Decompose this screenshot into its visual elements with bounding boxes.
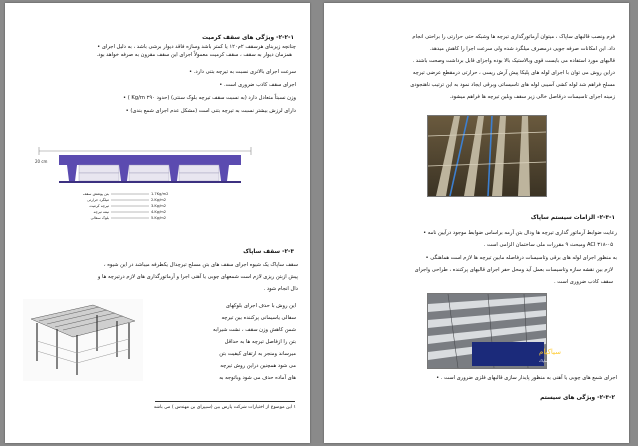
sapcom-side-line-5: میرساند ومنجر به ارتقای کیفیت بتن bbox=[219, 351, 296, 357]
top-text-line-6: زمینه اجرای تاسیسات درقاصل خالی زیر سقف وبلین تیرچه ها فراهم میشود. bbox=[449, 94, 615, 100]
left-page bbox=[5, 3, 310, 443]
right-page bbox=[324, 3, 629, 443]
requirement-2-cont-2: سقف کاذب ضروری است . bbox=[553, 279, 613, 285]
feature-item-2: سرعت اجرای بالاتری نسبت به تیرچه بتنی دارد. • bbox=[189, 69, 296, 76]
diagram-label-2: میلگرد حرارتی bbox=[87, 198, 109, 202]
diagram-label-1: بتن پوشش سقف bbox=[82, 192, 109, 196]
requirement-2: به منظور اجرای لوله های برقی وتاسیسات درفاصله مابین تیرچه ها لازم است هماهنگی • bbox=[426, 255, 617, 262]
sapcom-formwork-illustration bbox=[23, 299, 143, 381]
kermit-slab-cross-section-diagram bbox=[31, 133, 257, 233]
requirement-3: اجرای شمع های چوبی یا آهنی به منظور پایدار سازی قالبهای فلزی ضروری است . • bbox=[436, 375, 617, 382]
photo-caption-sub: سامانه صنعتی سقف تیرچه ساپاک bbox=[539, 359, 587, 363]
feature-item-4: وزن نسبتاً متعادل دارد (به نسبت سقف تیرچه بلوک سنتی) (حدود ۲۹۰ Kg/m ) • bbox=[123, 95, 296, 102]
photo-caption: سیاکیام bbox=[539, 348, 562, 356]
section-heading-sapcom: ۲-۳- سقف ساپاک bbox=[243, 249, 294, 255]
footnote: ۱ این موضوع از اختیارات شرکت پارس بین (سیپرای بن مهندس ) می باشد bbox=[153, 405, 296, 410]
requirement-1-cont: ACI ۳۱۸-۰۵ ومبحث ۹ مقررات ملی ساختمان الزامی است . bbox=[483, 242, 613, 248]
sapcom-intro-line-1: سقف ساپاک یک شیوه اجرای سقف های بتن مسلح تیرچدال یکطرفه میباشد در این شیوه ، bbox=[103, 262, 298, 268]
sapcom-side-line-1: این روش با حذف اجرای بلوکهای bbox=[225, 303, 296, 309]
requirement-2-cont: لازم بین نقشه سازه وتاسیسات بعمل آید ومحل حفر اجرای قالبهای پرکننده ، طراحی واجرای bbox=[414, 267, 613, 273]
section-heading-requirements: ۲-۳-۱- الزامات سیستم ساپاک bbox=[530, 215, 615, 221]
top-text-line-2: داد. این امکانات صرفه جویی درمصرف میلگرد شده ولی سرعت اجرا را کاهش میدهد. bbox=[429, 46, 615, 52]
sapcom-ceiling-photo bbox=[427, 293, 587, 369]
sapcom-intro-line-3: دال انجام شود . bbox=[263, 286, 298, 292]
diagram-label-5: بلوک سفالی bbox=[90, 216, 109, 220]
diagram-value-1: 1.7Kg/m2 bbox=[151, 192, 169, 196]
feature-item-3: اجرای سقف کاذب ضروری است. • bbox=[219, 82, 296, 89]
sapcom-side-line-3: شمن کاهش وزن سقف ، نشت شیرابه bbox=[212, 327, 296, 333]
feature-item-1: چنانچه زیربنای هرسقف ۲م۱۲۰ یا کمتر باشد وسازه فاقد دیوار برشی باشد ، به دلیل اجرای • bbox=[97, 44, 296, 51]
diagram-value-5: 5.Kg/m2 bbox=[151, 216, 167, 220]
requirement-1: رعایت ضوابط آرماتور گذاری تیرچه ها ودال بتن آرمه براساس ضوابط موجود درآیین نامه • bbox=[423, 230, 617, 237]
ceiling-pipes-photo bbox=[427, 115, 547, 197]
top-text-line-1: فرم ونصب قالبهای ساپاک ، میتوان آرماتورگذاری تیرچه ها وشبکه حتی حرارتی را براحتی انجام bbox=[412, 34, 615, 40]
top-text-line-4: دراین روش می توان با اجرای لوله های پلیکا پیش آرش ریسی ، حرارتی درمقطع عرضی تیرچه bbox=[412, 70, 615, 76]
section-heading-features: ۲-۲-۱- ویژگی های سقف کرمیت bbox=[202, 35, 294, 41]
sapcom-side-line-7: های آماده حذف می شود وباتوجه به bbox=[219, 375, 296, 381]
feature-item-1-cont: همزمان دیوار به سقف ، سقف کرمیت معمولاً اجرای این سقف مقرون به صرفه خواهد بود. bbox=[96, 52, 292, 58]
diagram-value-2: 2.Kg/m2 bbox=[151, 198, 167, 202]
sapcom-side-line-6: می شود همچنین دراین روش تیرچه bbox=[220, 363, 296, 369]
diagram-label-4: نیمه تیرچه bbox=[93, 210, 109, 214]
footnote-divider bbox=[155, 401, 295, 402]
svg-text:20 cm: 20 cm bbox=[35, 159, 48, 164]
sapcom-side-line-4: بتن را ازفاصل تیرچه ها به حداقل bbox=[224, 339, 296, 345]
feature-item-5: دارای لرزش بیشتر نسبت به تیرچه بتنی است (مشکل عدم اجرای شمع بندی) • bbox=[126, 108, 296, 115]
diagram-value-4: 4.Kg/m2 bbox=[151, 210, 167, 214]
top-text-line-3: قالبهای مورد استفاده می بایست قوی وبالاستیک بالا بوده واجزای قابل برداشت وصحت باشند . bbox=[412, 58, 615, 64]
sapcom-intro-line-2: پیش ازبتن ریزی لازم است شمعهای چوبی یا آهنی اجرا و آرماتورگذاری های لازم درتیرچه ها و bbox=[97, 274, 298, 280]
top-text-line-5: مسلح فراهم شد لوله کشی آسیبی لوله های تاسیساتی وبرقی ایجاد نمود به این ترتیب ناهنجودی bbox=[410, 82, 615, 88]
sapcom-side-line-2: سفالی یاسیمانی پرکننده بین تیرچه bbox=[221, 315, 296, 321]
section-heading-system-features: ۲-۳-۲- ویژگی های سیستم bbox=[540, 395, 615, 401]
diagram-label-3: تیرچه کرمیت bbox=[89, 204, 109, 208]
diagram-value-3: 3.Kg/m2 bbox=[151, 204, 167, 208]
